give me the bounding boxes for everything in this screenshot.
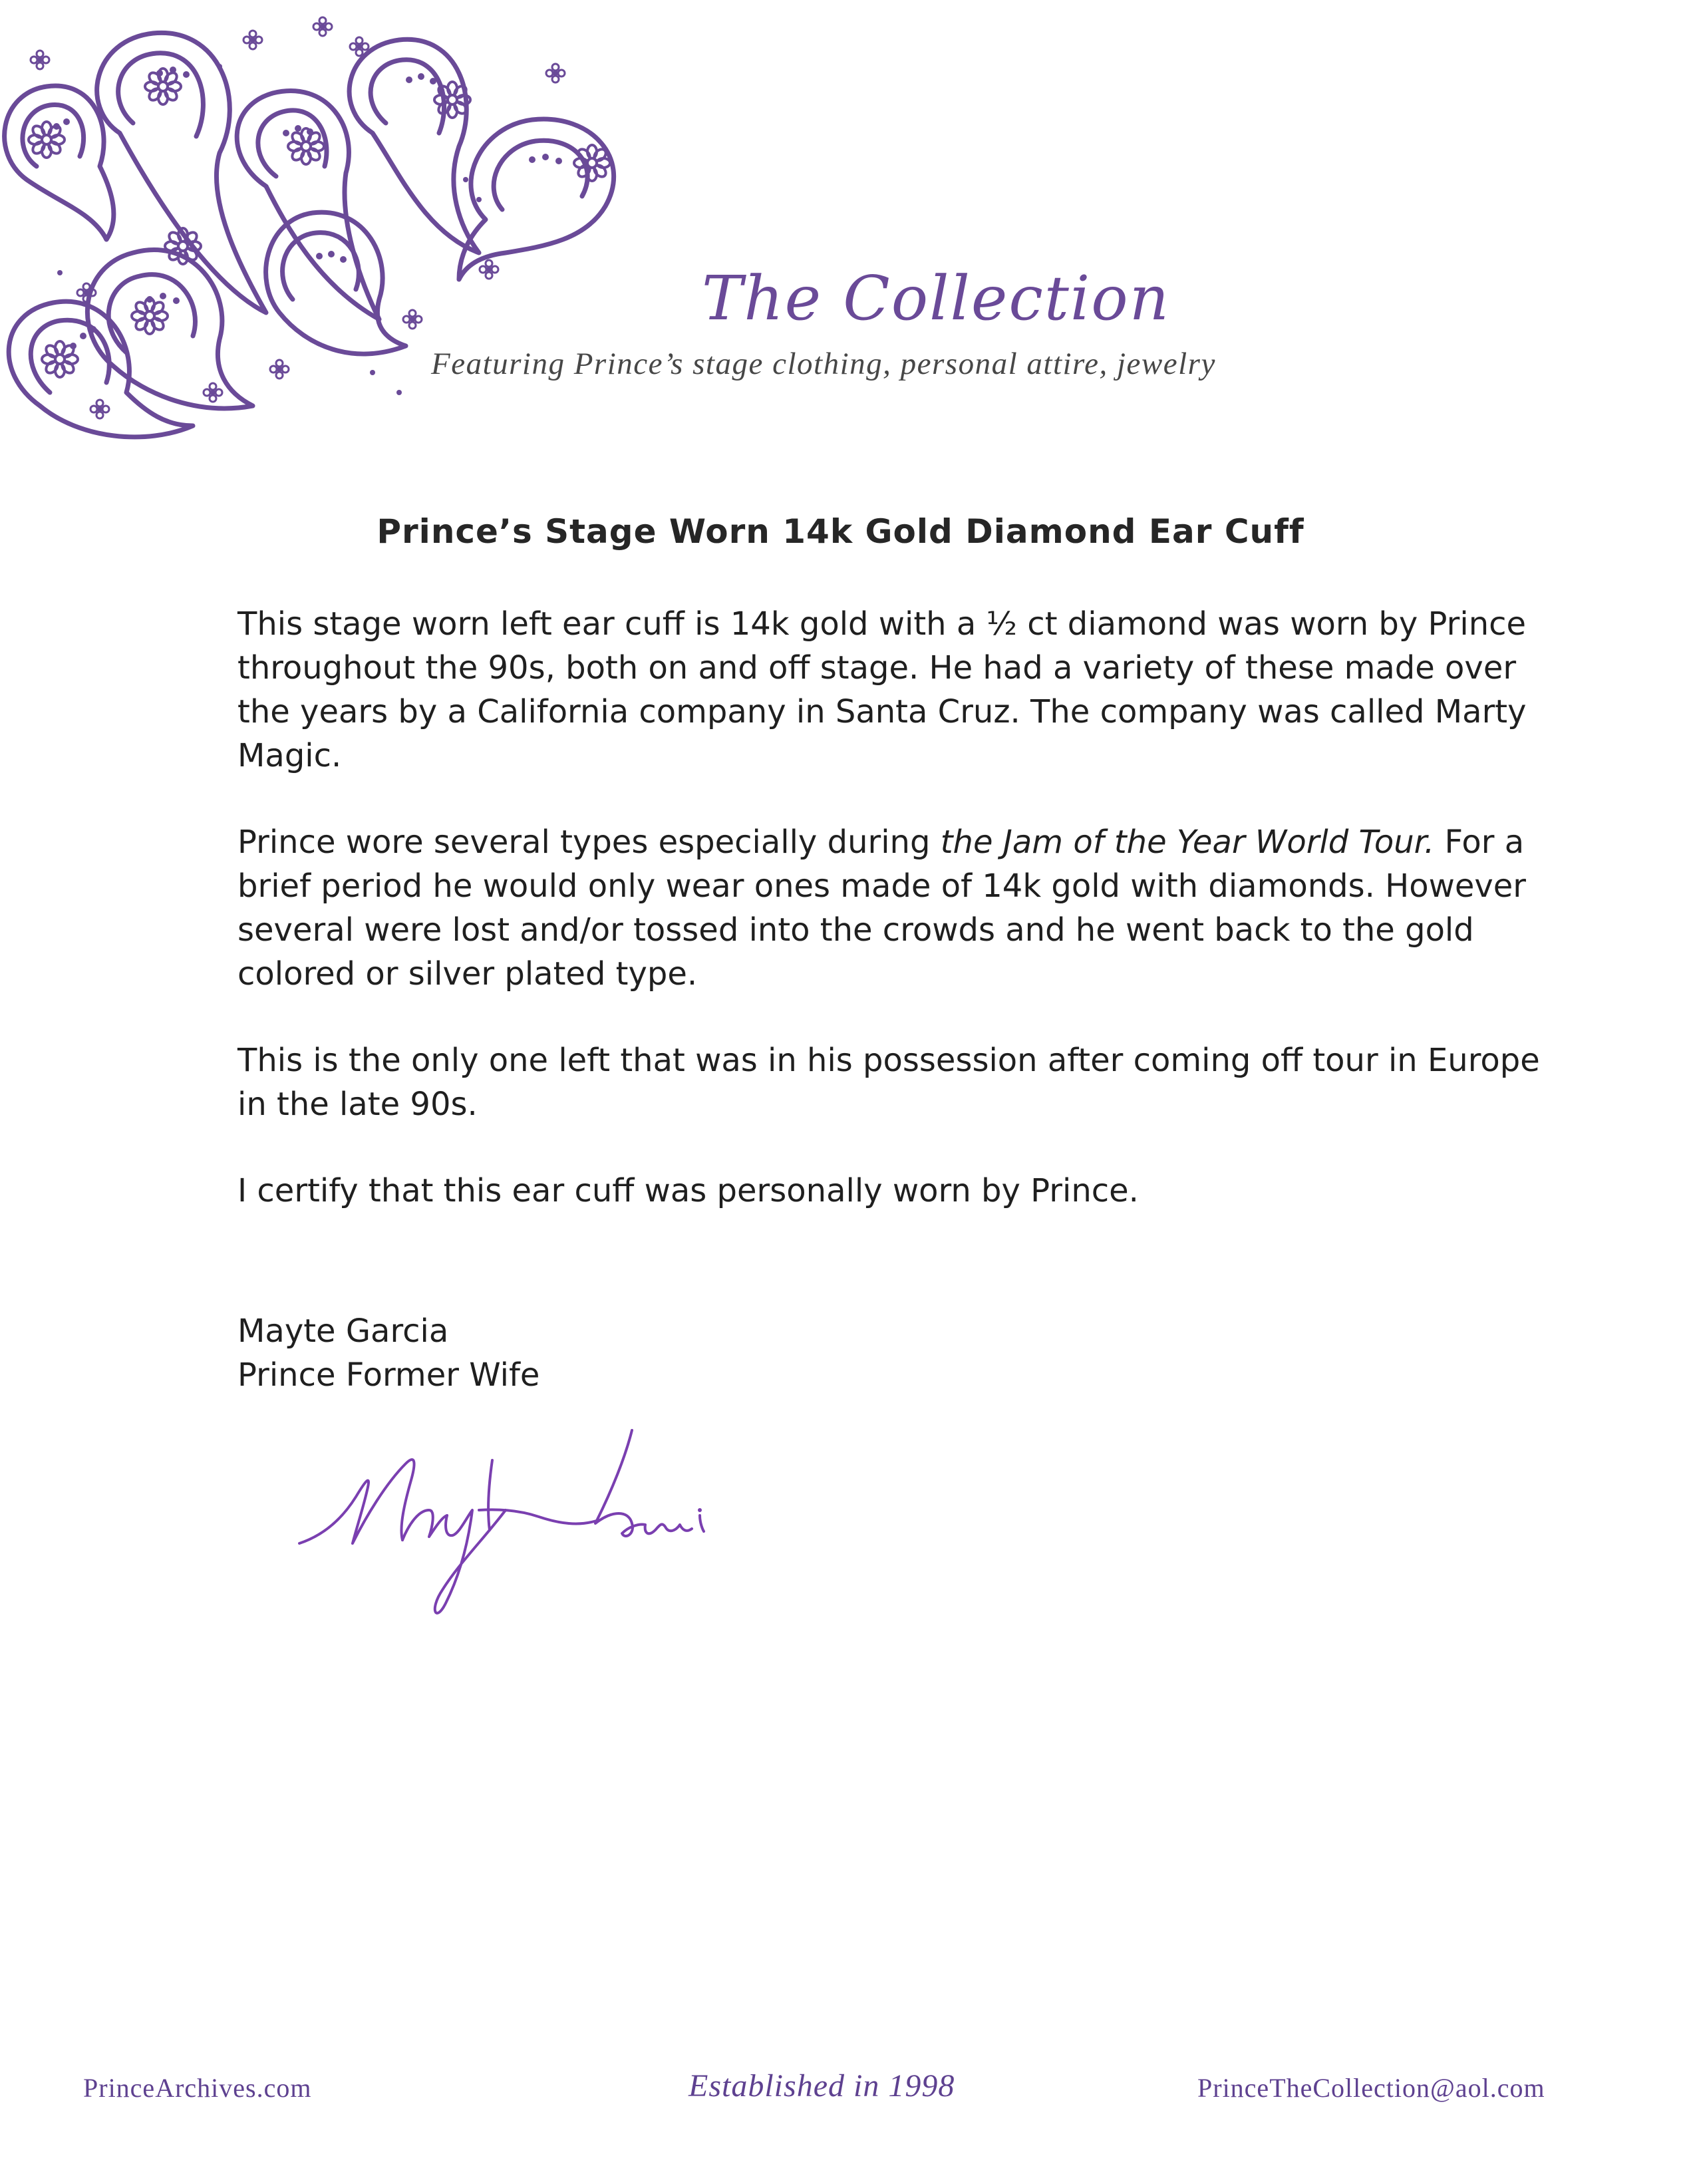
paisley-ornament-icon [0, 0, 672, 452]
tour-name: the Jam of the Year World Tour. [940, 824, 1435, 861]
footer-website[interactable]: PrinceArchives.com [83, 2073, 312, 2103]
handwritten-signature [293, 1410, 758, 1623]
footer-established: Established in 1998 [688, 2068, 955, 2104]
paragraph-certification: I certify that this ear cuff was personally worn by Prince. [237, 1172, 1139, 1209]
signer-name: Mayte Garcia [237, 1313, 449, 1350]
brand-title: The Collection [702, 263, 1170, 334]
document-body [237, 602, 1541, 1255]
paragraph-tour-prefix: Prince wore several types especially during [237, 824, 941, 861]
signer-block [237, 1309, 539, 1397]
footer-email[interactable]: PrinceTheCollection@aol.com [1197, 2073, 1545, 2103]
signer-role: Prince Former Wife [237, 1356, 540, 1394]
paragraph-tour [237, 820, 1541, 996]
paragraph-provenance: This is the only one left that was in his possession after coming off tour in Europe in the late 90s. [237, 1042, 1540, 1123]
paragraph-description: This stage worn left ear cuff is 14k gold with a ½ ct diamond was worn by Prince throughout the 90s, both on and off stage. He had a variety of these made over the years by a California company in Santa Cruz. The company was called Marty Magic. [237, 605, 1527, 774]
brand-tagline: Featuring Prince’s stage clothing, personal attire, jewelry [431, 347, 1216, 381]
paragraph-tour-suffix: For a brief period he would only wear ones made of 14k gold with diamonds. However several were lost and/or tossed into the crowds and he went back to the gold colored or silver plated type. [237, 824, 1527, 993]
document-title: Prince’s Stage Worn 14k Gold Diamond Ear Cuff [377, 512, 1304, 551]
